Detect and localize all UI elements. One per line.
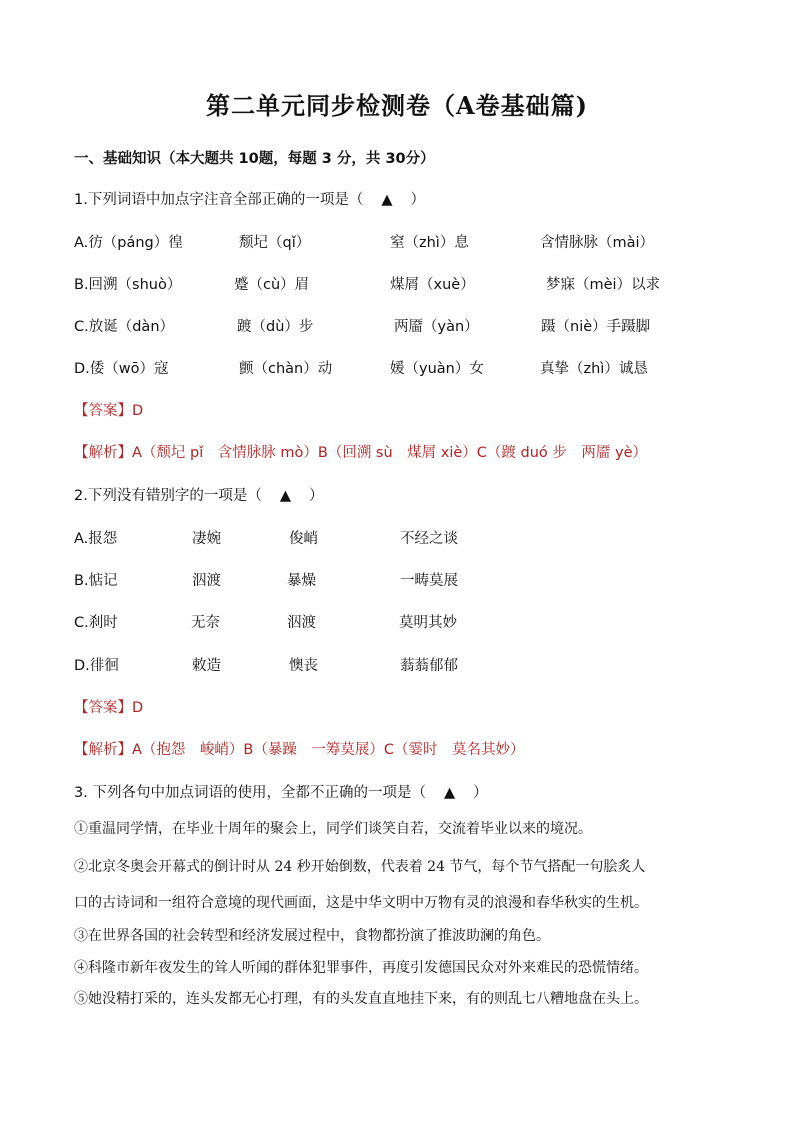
triangle-marker-icon: ▲ xyxy=(381,192,393,208)
question-3-sentence-2: ②北京冬奥会开幕式的倒计时从 24 秒开始倒数，代表着 24 节气，每个节气搭配一句脍炙人 xyxy=(74,859,646,875)
question-3-text: 3. 下列各句中加点词语的使用，全都不正确的一项是（ xyxy=(74,785,426,801)
answer-value: D xyxy=(132,700,144,716)
question-3-close: ） xyxy=(473,785,488,801)
option-word: A.报怨 xyxy=(74,531,118,547)
question-3-sentence-4: ④科隆市新年夜发生的耸人听闻的群体犯罪事件，再度引发德国民众对外来难民的恐慌情绪。 xyxy=(74,960,648,976)
question-2-stem xyxy=(74,484,324,505)
question-2-text: 2.下列没有错别字的一项是（ xyxy=(74,488,262,504)
option-word: B.回溯（shuò） xyxy=(74,277,182,293)
option-word: 无奈 xyxy=(191,615,220,631)
option-word: 敕造 xyxy=(192,658,221,674)
option-word: A.彷（páng）徨 xyxy=(74,235,183,251)
page-title: 第二单元同步检测卷（A卷基础篇) xyxy=(206,91,588,120)
option-word: 窒（zhì）息 xyxy=(390,235,469,251)
option-word: 蹑（niè）手蹑脚 xyxy=(541,319,651,335)
option-word: D.倭（wō）寇 xyxy=(74,361,169,377)
option-word: 煤屑（xuè） xyxy=(390,277,475,293)
analysis-text: A（抱怨 峻峭）B（暴躁 一筹莫展）C（霎时 莫名其妙） xyxy=(132,742,525,758)
answer-tag: 【答案】 xyxy=(74,700,132,716)
option-word: D.徘徊 xyxy=(74,658,119,674)
option-word: 俊峭 xyxy=(289,531,318,547)
option-word: 颤（chàn）动 xyxy=(239,361,333,377)
question-1-answer xyxy=(74,399,143,420)
answer-tag: 【答案】 xyxy=(74,403,132,419)
question-3-sentence-2-cont: 口的古诗词和一组符合意境的现代画面，这是中华文明中万物有灵的浪漫和春华秋实的生机。 xyxy=(74,895,648,911)
option-word: C.放诞（dàn） xyxy=(74,319,175,335)
option-word: 含情脉脉（mài） xyxy=(540,235,655,251)
option-word: 踱（dù）步 xyxy=(237,319,314,335)
question-2-close: ） xyxy=(309,488,324,504)
question-3-stem xyxy=(74,781,488,802)
option-word: C.刹时 xyxy=(74,615,118,631)
question-2-analysis xyxy=(74,738,525,759)
option-word: 莫明其妙 xyxy=(399,615,457,631)
question-2-answer xyxy=(74,696,143,717)
option-word: 泅渡 xyxy=(192,573,221,589)
option-word: 颓圮（qǐ） xyxy=(239,235,311,251)
option-word: 泅渡 xyxy=(287,615,316,631)
analysis-tag: 【解析】 xyxy=(74,742,132,758)
option-word: 两靥（yàn） xyxy=(394,319,479,335)
question-3-sentence-1: ①重温同学情，在毕业十周年的聚会上，同学们谈笑自若，交流着毕业以来的境况。 xyxy=(74,821,592,837)
question-1-analysis xyxy=(74,441,647,462)
answer-value: D xyxy=(132,403,144,419)
option-word: 真挚（zhì）诚恳 xyxy=(540,361,648,377)
question-1-close: ） xyxy=(410,192,425,208)
option-word: 梦寐（mèi）以求 xyxy=(546,277,661,293)
option-word: 一畴莫展 xyxy=(400,573,458,589)
triangle-marker-icon: ▲ xyxy=(279,488,291,504)
question-1-stem xyxy=(74,188,425,209)
analysis-text: A（颓圮 pǐ 含情脉脉 mò）B（回溯 sù 煤屑 xiè）C（踱 duó 步 两靥 yè） xyxy=(132,445,648,461)
option-word: B.惦记 xyxy=(74,573,118,589)
option-word: 暴燥 xyxy=(287,573,316,589)
question-3-sentence-3: ③在世界各国的社会转型和经济发展过程中，食物都扮演了推波助澜的角色。 xyxy=(74,928,550,944)
option-word: 媛（yuàn）女 xyxy=(390,361,484,377)
analysis-tag: 【解析】 xyxy=(74,445,132,461)
triangle-marker-icon: ▲ xyxy=(443,785,456,801)
section-heading: 一、基础知识（本大题共 10题，每题 3 分，共 30分） xyxy=(74,151,435,167)
question-1-text: 1.下列词语中加点字注音全部正确的一项是（ xyxy=(74,192,364,208)
option-word: 凄婉 xyxy=(192,531,221,547)
question-3-sentence-5: ⑤她没精打采的，连头发都无心打理，有的头发直直地挂下来，有的则乱七八糟地盘在头上。 xyxy=(74,991,648,1007)
option-word: 不经之谈 xyxy=(400,531,458,547)
option-word: 懊丧 xyxy=(289,658,318,674)
option-word: 蹙（cù）眉 xyxy=(234,277,310,293)
option-word: 蓊蓊郁郁 xyxy=(400,658,458,674)
